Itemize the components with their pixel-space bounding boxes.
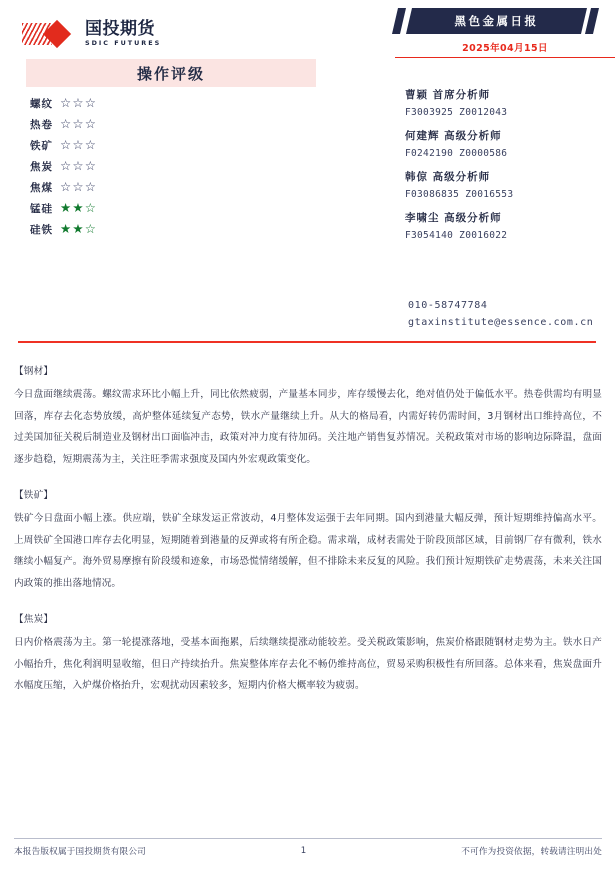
- contact-email[interactable]: gtaxinstitute@essence.com.cn: [408, 317, 594, 328]
- analyst-entry: [405, 86, 615, 121]
- rating-stars: ☆☆☆: [60, 116, 98, 132]
- section-title: 【焦炭】: [14, 614, 54, 625]
- rating-stars: ★★☆: [60, 221, 98, 237]
- logo-wordmark: [85, 21, 161, 46]
- contact-block: [408, 297, 615, 331]
- report-header: [0, 0, 615, 330]
- rating-row: [0, 219, 340, 240]
- section-body: 今日盘面继续震荡。螺纹需求环比小幅上升，同比依然疲弱，产量基本同步，库存缓慢去化，绝对值仍处于偏低水平。热卷供需均有明显回落，库存去化态势放缓，高炉整体延续复产态势，铁水产量继续上升。从大的格局看，内需好转仍需时间，3月钢材出口维持高位，不过美国加征关税后制造业及钢材出口面临冲击，政策对冲力度有待加码。关注地产销售复苏情况。关税政策对市场的影响边际降温，盘面逐步趋稳，短期震荡为主，关注旺季需求强度及国内外宏观政策变化。: [14, 389, 602, 465]
- rating-list: [0, 93, 340, 240]
- rating-row: [0, 114, 340, 135]
- page-footer: [14, 845, 602, 857]
- company-logo: [22, 17, 161, 51]
- section-body: 日内价格震荡为主。第一轮提涨落地，受基本面拖累，后续继续提涨动能较差。受关税政策影响，焦炭价格跟随钢材走势为主。铁水日产小幅抬升，焦化利润明显收缩，但日产持续抬升。焦炭整体库存去化不畅仍维持高位，贸易采购积极性有所回落。总体来看，焦炭盘面升水幅度压缩，入炉煤价格抬升，宏观扰动因素较多，短期内价格大概率较为疲弱。: [14, 637, 602, 691]
- rating-commodity-name: 硅铁: [30, 224, 53, 236]
- analyst-name: 曹颖 首席分析师: [405, 89, 491, 101]
- logo-name-cn: 国投期货: [85, 19, 155, 40]
- rating-commodity-name: 螺纹: [30, 98, 53, 110]
- rating-stars: ☆☆☆: [60, 137, 98, 153]
- logo-name-en: SDIC FUTURES: [85, 39, 162, 48]
- section-steel: [14, 362, 602, 470]
- sdic-logo-icon: [22, 19, 80, 49]
- analyst-name: 李啸尘 高级分析师: [405, 212, 502, 224]
- rating-stars: ★★☆: [60, 200, 98, 216]
- rating-row: [0, 135, 340, 156]
- rating-commodity-name: 焦煤: [30, 182, 53, 194]
- footer-disclaimer: 不可作为投资依据，转载请注明出处: [461, 847, 602, 857]
- report-date: 2025年04月15日: [462, 43, 548, 54]
- section-iron-ore: [14, 486, 602, 594]
- report-date-rule: [395, 57, 615, 58]
- rating-commodity-name: 铁矿: [30, 140, 53, 152]
- section-coke: [14, 610, 602, 697]
- rating-commodity-name: 锰硅: [30, 203, 53, 215]
- analyst-certification: F3003925 Z0012043: [405, 107, 508, 118]
- header-divider: [18, 341, 596, 343]
- analyst-name: 何建辉 高级分析师: [405, 130, 502, 142]
- analyst-entry: [405, 209, 615, 244]
- rating-panel-header: [26, 59, 316, 87]
- analyst-certification: F03086835 Z0016553: [405, 189, 514, 200]
- rating-stars: ☆☆☆: [60, 158, 98, 174]
- rating-stars: ☆☆☆: [60, 179, 98, 195]
- analyst-entry: [405, 168, 615, 203]
- footer-page-number: 1: [300, 846, 307, 856]
- section-title: 【钢材】: [14, 366, 54, 377]
- analyst-name: 韩倞 高级分析师: [405, 171, 491, 183]
- rating-panel-title: 操作评级: [136, 64, 205, 83]
- rating-row: [0, 156, 340, 177]
- footer-copyright: 本报告版权属于国投期货有限公司: [14, 847, 146, 857]
- report-body: [14, 362, 602, 713]
- footer-divider: [14, 838, 602, 839]
- rating-commodity-name: 焦炭: [30, 161, 53, 173]
- section-body: 铁矿今日盘面小幅上涨。供应端，铁矿全球发运正常波动，4月整体发运强于去年同期。国内到港量大幅反弹，预计短期维持偏高水平。上周铁矿全国港口库存去化明显，短期随着到港量的反弹或将有所企稳。需求端，成材表需处于阶段顶部区域，目前钢厂存有微利，铁水继续小幅复产。海外贸易摩擦有阶段缓和迹象，市场恐慌情绪缓解，但不排除未来反复的风险。我们预计短期铁矿走势震荡，未来关注国内政策的推出落地情况。: [14, 513, 602, 589]
- rating-row: [0, 198, 340, 219]
- rating-row: [0, 93, 340, 114]
- rating-commodity-name: 热卷: [30, 119, 53, 131]
- contact-phone[interactable]: 010-58747784: [408, 300, 488, 311]
- report-title-banner: [395, 8, 615, 34]
- banner-tick-left: [392, 8, 406, 34]
- analyst-certification: F0242190 Z0000586: [405, 148, 508, 159]
- rating-row: [0, 177, 340, 198]
- analyst-certification: F3054140 Z0016022: [405, 230, 508, 241]
- rating-stars: ☆☆☆: [60, 95, 98, 111]
- banner-tick-right: [585, 8, 599, 34]
- section-title: 【铁矿】: [14, 490, 54, 501]
- analyst-list: [405, 86, 615, 250]
- analyst-entry: [405, 127, 615, 162]
- report-title: 黑色金属日报: [454, 14, 539, 28]
